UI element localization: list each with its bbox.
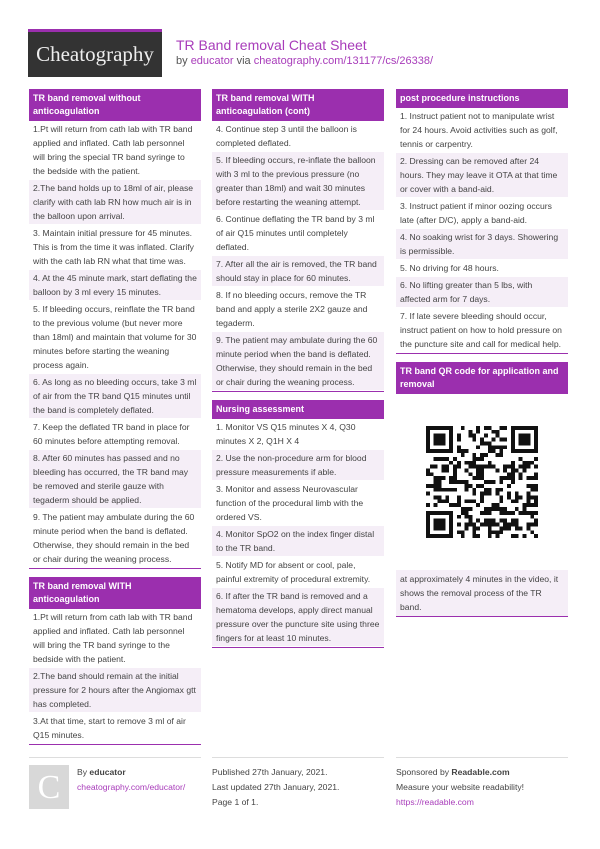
via-label: via: [236, 55, 251, 67]
sheet-url-link[interactable]: cheatography.com/131177/cs/26338/: [253, 55, 434, 67]
sponsor-link[interactable]: https://readable.com: [396, 797, 474, 807]
list-item: 2.The band holds up to 18ml of air, please clarify with cath lab RN how much air is in the balloon upon arrival.: [29, 180, 201, 225]
list-item: 6. As long as no bleeding occurs, take 3 ml of air from the TR band Q15 minutes until the band is completely deflated.: [29, 374, 201, 419]
list-item: 2. Use the non-procedure arm for blood pressure measurements if able.: [212, 450, 384, 481]
list-item: 6. No lifting greater than 5 lbs, with affected arm for 7 days.: [396, 277, 568, 308]
list-item: 7. After all the air is removed, the TR band should stay in place for 60 minutes.: [212, 256, 384, 287]
author-profile-link[interactable]: cheatography.com/educator/: [77, 782, 186, 792]
section: [396, 89, 568, 354]
list-item: 2. Dressing can be removed after 24 hours. They may leave it OTA at that time or cover with a band-aid.: [396, 153, 568, 198]
list-item: 3. Maintain initial pressure for 45 minutes. This is from the time it was inflated. Clarify with the cath lab RN what that time was.: [29, 225, 201, 270]
section: [212, 89, 384, 392]
list-item: 4. Monitor SpO2 on the index finger distal to the TR band.: [212, 526, 384, 557]
list-item: 4. No soaking wrist for 3 days. Showering is permissible.: [396, 229, 568, 260]
column-3: [396, 89, 568, 625]
section-header: post procedure instructions: [396, 89, 568, 108]
list-item: 1. Instruct patient not to manipulate wrist for 24 hours. Avoid activities such as golf, tennis or carpentry.: [396, 108, 568, 153]
avatar: C: [29, 765, 69, 809]
page-title: TR Band removal Cheat Sheet: [176, 37, 367, 53]
list-item: 6. If after the TR band is removed and a hematoma develops, apply direct manual pressure over the puncture site using three fingers for at least 10 minutes.: [212, 588, 384, 647]
author-link[interactable]: educator: [190, 55, 234, 67]
footer-by: By educator: [77, 767, 126, 777]
list-item: 9. The patient may ambulate during the 60 minute period when the band is deflated. Otherwise, they should remain in the bed or chair during the weaning process.: [29, 509, 201, 568]
section-header: TR band QR code for application and removal: [396, 362, 568, 394]
updated-date: Last updated 27th January, 2021.: [212, 782, 340, 792]
list-item: 5. Notify MD for absent or cool, pale, painful extremity of procedural extremity.: [212, 557, 384, 588]
list-item: 1.Pt will return from cath lab with TR band applied and inflated. Cath lab personnel will bring the special TR band syringe to the bedside with the patient.: [29, 121, 201, 180]
by-label: by: [176, 55, 188, 67]
published-date: Published 27th January, 2021.: [212, 767, 328, 777]
section-header: TR band removal without anticoagulation: [29, 89, 201, 121]
sponsor-tagline: Measure your website readability!: [396, 782, 525, 792]
byline: [176, 55, 433, 67]
cheatography-logo[interactable]: Cheatography: [28, 29, 162, 77]
list-item: 4. Continue step 3 until the balloon is completed deflated.: [212, 121, 384, 152]
list-item: 5. If bleeding occurs, reinflate the TR band to the previous volume (but never more than 18ml) and maintain that volume for 30 minutes before starting the weaning process again.: [29, 301, 201, 374]
list-item: 8. After 60 minutes has passed and no bleeding has occurred, the TR band may be removed and sterile gauze with tegaderm should be applied.: [29, 450, 201, 509]
section-header: Nursing assessment: [212, 400, 384, 419]
column-1: [29, 89, 201, 753]
list-item: 8. If no bleeding occurs, remove the TR band and apply a sterile 2X2 gauze and tegaderm.: [212, 287, 384, 332]
qr-caption: at approximately 4 minutes in the video, it shows the removal process of the TR band.: [396, 570, 568, 616]
list-item: 9. The patient may ambulate during the 60 minute period when the band is deflated. Otherwise, they should remain in the bed or chair during the weaning process.: [212, 332, 384, 391]
list-item: 7. Keep the deflated TR band in place for 60 minutes before attempting removal.: [29, 419, 201, 450]
list-item: 7. If late severe bleeding should occur, instruct patient on how to hold pressure on the puncture site and call for medical help.: [396, 308, 568, 353]
list-item: 3. Monitor and assess Neurovascular function of the procedural limb with the ordered VS.: [212, 481, 384, 526]
page-number: Page 1 of 1.: [212, 797, 259, 807]
column-2: [212, 89, 384, 656]
footer-sponsor: [396, 757, 568, 810]
qr-section: [396, 362, 568, 617]
list-item: 5. If bleeding occurs, re-inflate the balloon with 3 ml to the previous pressure (no greater than 18ml) and wait 30 minutes before restarting the weaning attempt.: [212, 152, 384, 211]
list-item: 2.The band should remain at the initial pressure for 2 hours after the Angiomax gtt has completed.: [29, 668, 201, 713]
footer-author: [29, 757, 201, 809]
section: [29, 89, 201, 569]
list-item: 6. Continue deflating the TR band by 3 ml of air Q15 minutes until completely deflated.: [212, 211, 384, 256]
sponsor-line: Sponsored by Readable.com: [396, 767, 510, 777]
list-item: 1. Monitor VS Q15 minutes X 4, Q30 minutes X 2, Q1H X 4: [212, 419, 384, 450]
section: [212, 400, 384, 648]
footer-dates: [212, 757, 384, 810]
list-item: 5. No driving for 48 hours.: [396, 260, 568, 277]
section: [29, 577, 201, 745]
list-item: 3. Instruct patient if minor oozing occurs late (after D/C), apply a band-aid.: [396, 198, 568, 229]
list-item: 4. At the 45 minute mark, start deflating the balloon by 3 ml every 15 minutes.: [29, 270, 201, 301]
list-item: 1.Pt will return from cath lab with TR band applied and inflated. Cath lab personnel will bring the TR band syringe to the bedside with the patient.: [29, 609, 201, 668]
qr-code[interactable]: [396, 394, 568, 570]
list-item: 3.At that time, start to remove 3 ml of air Q15 minutes.: [29, 713, 201, 744]
section-header: TR band removal WITH anticoagulation (cont): [212, 89, 384, 121]
section-header: TR band removal WITH anticoagulation: [29, 577, 201, 609]
